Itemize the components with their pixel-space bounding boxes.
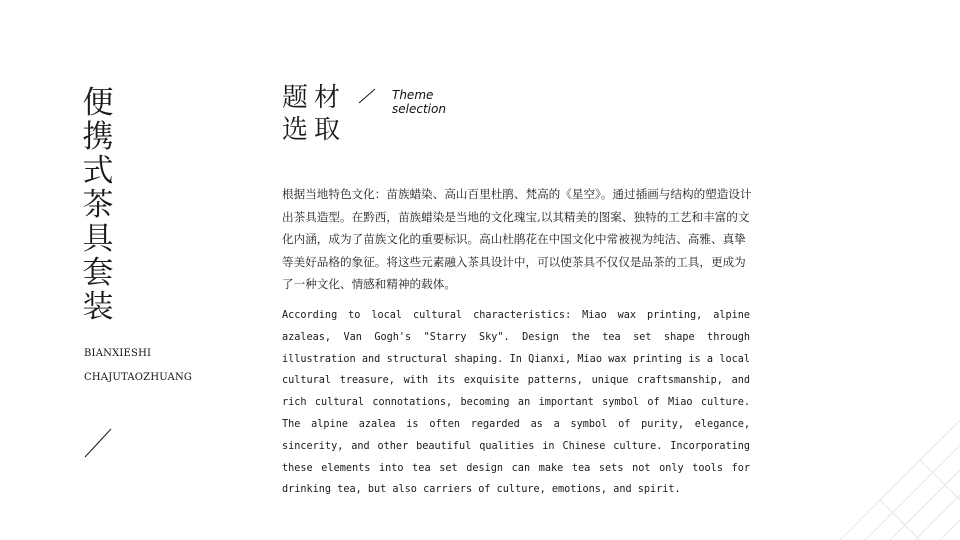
decorative-pattern-icon [820,400,960,540]
section-title-en [392,88,446,116]
pinyin-line-2: CHAJUTAOZHUANG [84,372,193,383]
slash-divider-icon [84,428,112,458]
section-title-en-line2: selection [392,102,446,116]
section-title-cn: 题材选取 [282,83,347,145]
slash-accent-icon [358,88,376,104]
section-title-en-line1: Theme [392,88,434,102]
paragraph-en: According to local cultural characteristics: Miao wax printing, alpine azaleas, Van Gogh's "Starry Sky". Design the tea set shape through illustration and structural shaping. In Qianxi, Miao wax printing is a local cultural treasure, with its exquisite patterns, unique craftsmanship, and rich cultural connotations, becoming an important symbol of Miao culture. The alpine azalea is often regarded as a symbol of purity, elegance, sincerity, and other beautiful qualities in Chinese culture. Incorporating these elements into tea set design can make tea sets not only tools for drinking tea, but also carriers of culture, emotions, and spirit. [282,310,750,496]
paragraph-cn: 根据当地特色文化：苗族蜡染、高山百里杜鹃、梵高的《星空》。通过插画与结构的塑造设计出茶具造型。在黔西，苗族蜡染是当地的文化瑰宝,以其精美的图案、独特的工艺和丰富的文化内涵，成为了苗族文化的重要标识。高山杜鹃花在中国文化中常被视为纯洁、高雅、真挚等美好品格的象征。将这些元素融入茶具设计中，可以使茶具不仅仅是品茶的工具，更成为了一种文化、情感和精神的载体。 [282,187,752,291]
pinyin-line-1: BIANXIESHI [84,348,152,359]
vertical-title: 便携式茶具套装 [82,85,114,325]
